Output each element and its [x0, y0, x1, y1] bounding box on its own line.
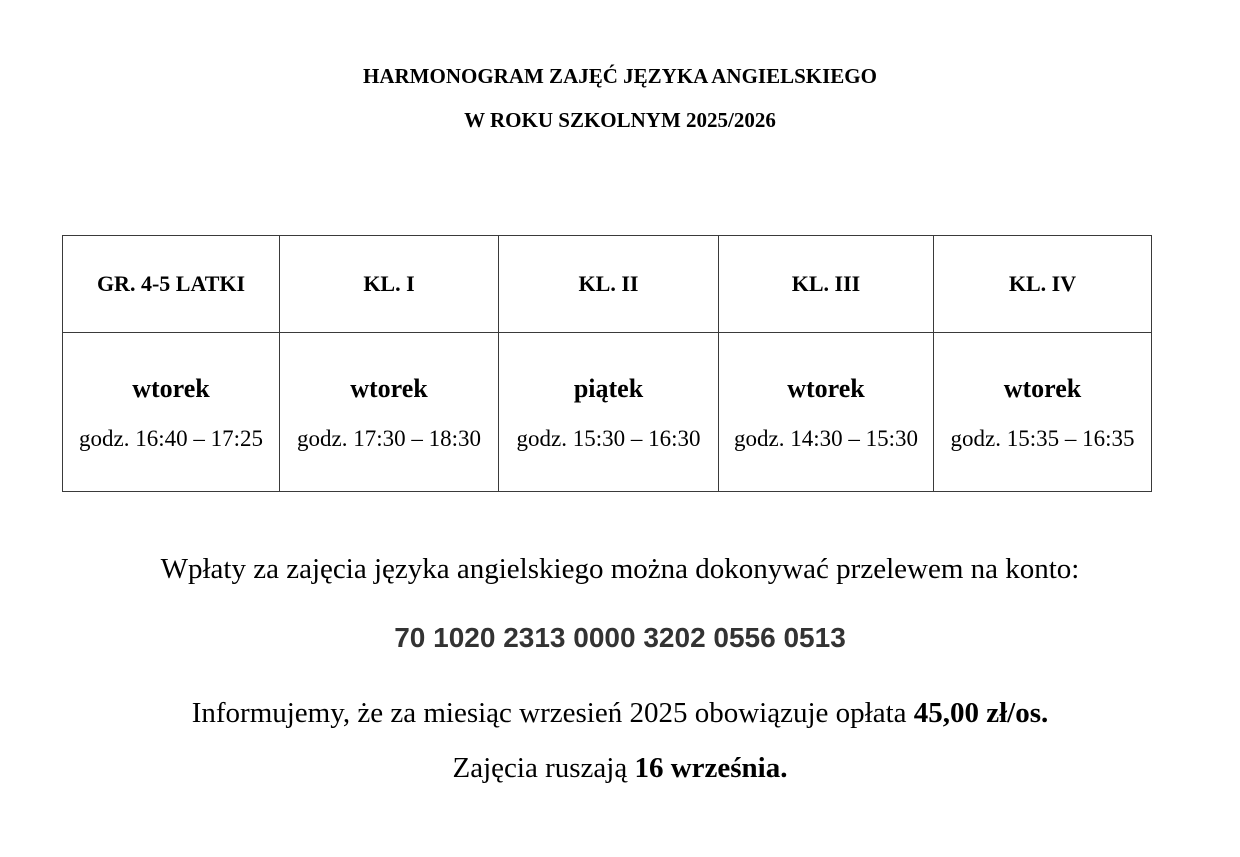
schedule-header-row: [63, 236, 1152, 333]
fee-notice: [0, 697, 1240, 730]
class-day: wtorek: [1003, 374, 1082, 403]
schedule-row: [63, 333, 1152, 492]
fee-text: Informujemy, że za miesiąc wrzesień 2025 obowiązuje opłata: [191, 697, 914, 729]
schedule-table: [62, 235, 1152, 492]
document-title: HARMONOGRAM ZAJĘĆ JĘZYKA ANGIELSKIEGO: [363, 64, 877, 88]
group-header: KL. I: [280, 236, 499, 333]
schedule-cell: [280, 333, 499, 492]
schedule-cell: [63, 333, 280, 492]
schedule-cell: [499, 333, 719, 492]
class-day: piątek: [573, 374, 644, 403]
group-header: KL. IV: [934, 236, 1152, 333]
group-header: KL. III: [719, 236, 934, 333]
schedule-cell: [719, 333, 934, 492]
group-header: KL. II: [499, 236, 719, 333]
class-day: wtorek: [350, 374, 428, 403]
document-subtitle: W ROKU SZKOLNYM 2025/2026: [464, 108, 776, 132]
start-date: 16 września.: [634, 752, 788, 784]
class-hours: godz. 15:35 – 16:35: [950, 426, 1135, 451]
bank-account-number: 70 1020 2313 0000 3202 0556 0513: [394, 622, 846, 653]
class-hours: godz. 17:30 – 18:30: [297, 426, 481, 451]
schedule-cell: [934, 333, 1152, 492]
start-text: Zajęcia ruszają: [452, 752, 635, 784]
class-hours: godz. 16:40 – 17:25: [79, 426, 263, 451]
class-hours: godz. 14:30 – 15:30: [734, 426, 918, 451]
class-day: wtorek: [787, 374, 865, 403]
group-header: GR. 4-5 LATKI: [63, 236, 280, 333]
class-hours: godz. 15:30 – 16:30: [516, 426, 701, 451]
start-notice: [0, 752, 1240, 785]
class-day: wtorek: [132, 374, 210, 403]
fee-amount: 45,00 zł/os.: [913, 697, 1049, 729]
payment-intro: Wpłaty za zajęcia języka angielskiego można dokonywać przelewem na konto:: [160, 553, 1080, 585]
